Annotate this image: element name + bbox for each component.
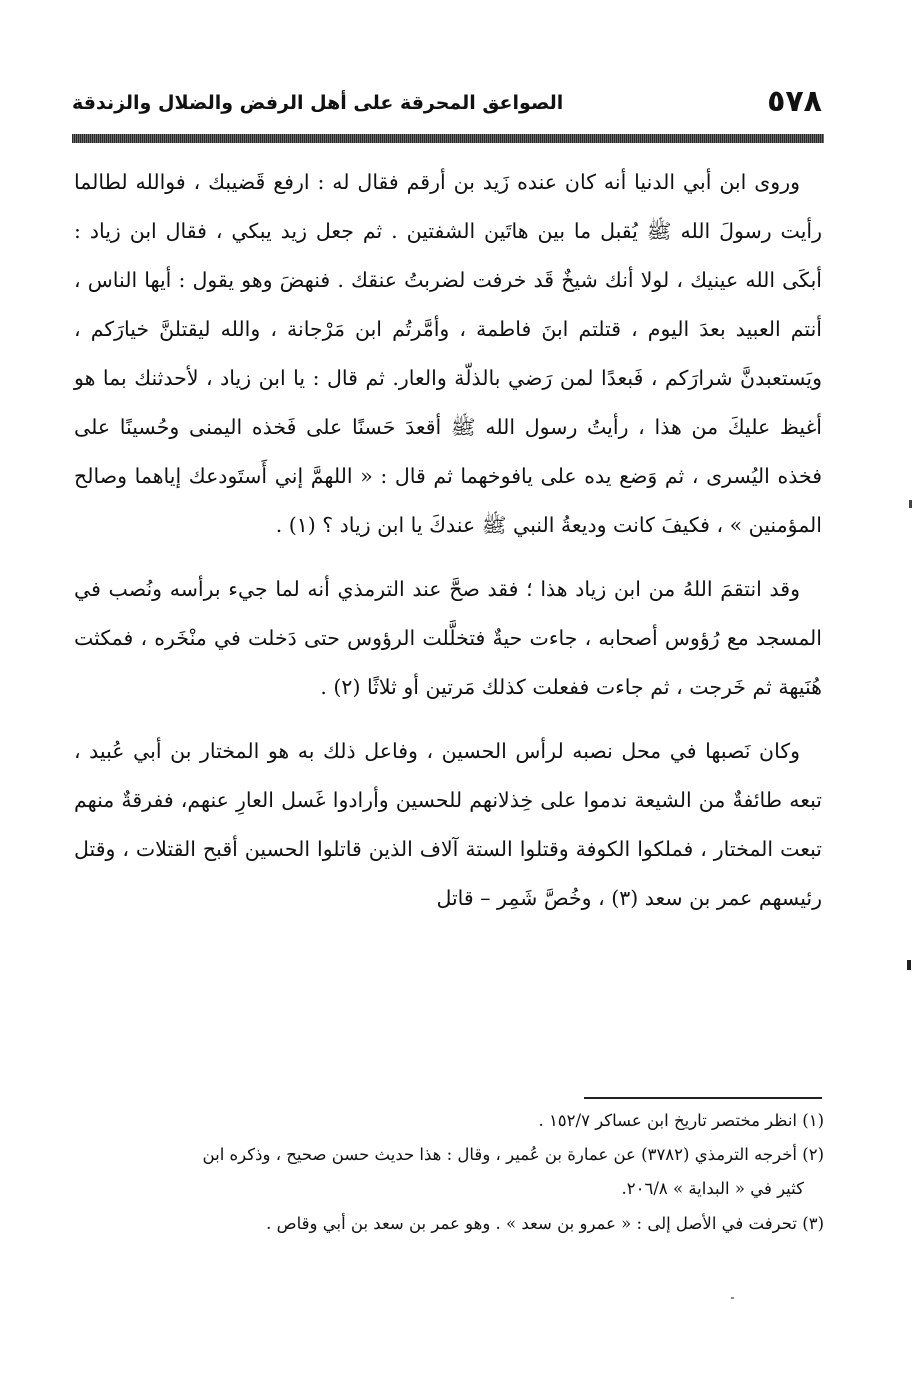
footnote-separator [584,1097,822,1099]
footnote-1: (١) انظر مختصر تاريخ ابن عساكر ١٥٢/٧ . [538,1111,824,1130]
paragraph-1: وروى ابن أبي الدنيا أنه كان عنده زَيد بن أرقم فقال له : ارفع قَضيبك ، فوالله لطالما رأيت رسولَ الله ﷺ يُقبل ما بين هاتَين الشفتين . ثم جعل زيد يبكي ، فقال ابن زياد : أبكَى الله عينيك ، لولا أنك شيخٌ قَد خرفت لضربتُ عنقك . فنهضَ وهو يقول : أيها الناس ، أنتم العبيد بعدَ اليوم ، قتلتم ابنَ فاطمة ، وأمَّرتُم ابن مَرْجانة ، والله ليقتلنَّ خيارَكم ، ويَستعبدنَّ شرارَكم ، فَبعدًا لمن رَضي بالذلّة والعار. ثم قال : يا ابن زياد ، لأحدثنك بما هو أغيظ عليكَ من هذا ، رأيتُ رسول الله ﷺ أقعدَ حَسنًا على فَخذه اليمنى وحُسينًا على فخذه اليُسرى ، ثم وَضع يده على يافوخهما ثم قال : « اللهمَّ إني أَستَودعك إياهما وصالح المؤمنين » ، فكيفَ كانت وديعةُ النبي ﷺ عندكَ يا ابن زياد ؟ (١) . [74,170,822,537]
page-header [72,84,822,124]
main-text [74,158,822,923]
footnote-3: (٣) تحرفت في الأصل إلى : « عمرو بن سعد » . وهو عمر بن سعد بن أبي وقاص . [266,1214,824,1233]
scan-speck [731,1297,734,1299]
scan-edge-mark [909,500,912,508]
paragraph-3: وكان نَصبها في محل نصبه لرأس الحسين ، وفاعل ذلك به هو المختار بن أبي عُبيد ، تبعه طائفةٌ من الشيعة ندموا على خِذلانهم للحسين وأرادوا غَسل العارِ عنهم، ففرقةٌ منهم تبعت المختار ، فملكوا الكوفة وقتلوا الستة آلاف الذين قاتلوا الحسين أقبح القتلات ، وقتل رئيسهم عمر بن سعد (٣) ، وخُصَّ شَمِر – قاتل [74,739,822,910]
page-number: ٥٧٨ [767,84,822,119]
running-title: الصواعق المحرقة على أهل الرفض والضلال والزندقة [72,92,564,114]
paragraph-2: وقد انتقمَ اللهُ من ابن زياد هذا ؛ فقد صحَّ عند الترمذي أنه لما جيء برأسه ونُصب في المسجد مع رُؤوس أصحابه ، جاءت حيةٌ فتخلَّلت الرؤوس حتى دَخلت في منْخَره ، فمكثت هُنَيهة ثم خَرجت ، ثم جاءت ففعلت كذلك مَرتين أو ثلاثًا (٢) . [74,577,822,699]
footnote-2: (٢) أخرجه الترمذي (٣٧٨٢) عن عمارة بن عُمير ، وقال : هذا حديث حسن صحيح ، وذكره ابن [202,1145,824,1164]
scan-edge-mark [907,960,911,970]
footnotes [74,1106,824,1243]
header-rule [72,134,824,143]
footnote-2-continuation: كثير في « البداية » ٢٠٦/٨. [621,1179,804,1198]
